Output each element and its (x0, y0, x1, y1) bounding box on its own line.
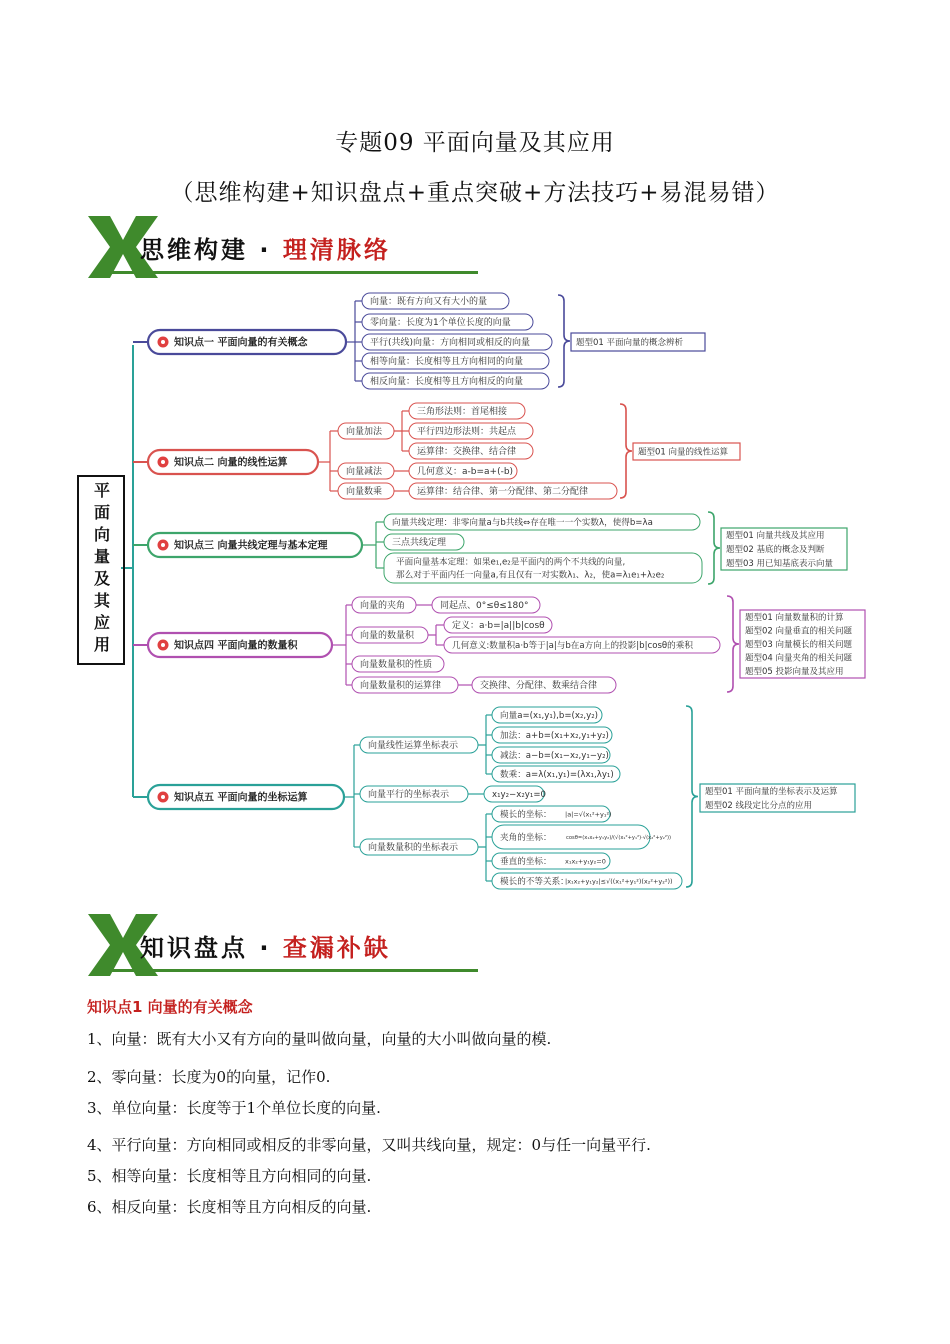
connector (362, 522, 376, 568)
leaf-node-label: 三角形法则：首尾相接 (417, 407, 508, 417)
topic-node-1-label: 知识点一 平面向量的有关概念 (174, 337, 308, 349)
connector (332, 605, 346, 685)
brace-4 (727, 596, 739, 692)
paragraph: 3、单位向量：长度等于1个单位长度的向量. (87, 1099, 381, 1117)
leaf-node-label: 平面向量基本定理：如果e₁,e₂是平面内的两个不共线的向量, (396, 557, 626, 568)
sub-node-label: 向量减法 (346, 467, 383, 477)
formula-label: |x₁x₂+y₁y₂|≤√((x₁²+y₁²)(x₂²+y₂²)) (565, 877, 673, 886)
leaf-node-label: 相反向量：长度相等且方向相反的向量 (370, 377, 524, 387)
star-icon-center (161, 460, 165, 464)
banner-highlight-text: 理清脉络 (282, 236, 391, 264)
sub-node-label: 向量平行的坐标表示 (368, 790, 450, 800)
sub-node-label: 向量数乘 (346, 487, 383, 497)
connector (478, 715, 486, 774)
leaf-node-label: 运算律：结合律、第一分配律、第二分配律 (417, 487, 589, 497)
banner-main-text: 思维构建 (140, 236, 248, 264)
leaf-node-label: 垂直的坐标： (500, 857, 552, 867)
leaf-node-label: 模长的不等关系： (500, 877, 569, 887)
mind-map-root: 平面向量及其应用 (77, 475, 125, 665)
sub-node-label: 向量数量积的运算律 (360, 681, 442, 691)
tag-line: 题型03 用已知基底表示向量 (726, 559, 834, 569)
leaf-node-label: 平行四边形法则：共起点 (417, 427, 517, 437)
connector (478, 814, 486, 881)
tag-line: 题型01 向量数量积的计算 (745, 612, 844, 623)
brace-2 (620, 404, 632, 498)
leaf-node-label: 向量：既有方向又有大小的量 (370, 297, 488, 307)
tag-line: 题型02 线段定比分点的应用 (705, 801, 813, 811)
sub-node-label: 向量数量积的坐标表示 (368, 843, 459, 853)
banner-text (140, 928, 391, 963)
star-icon-center (161, 643, 165, 647)
brace-1 (558, 295, 570, 387)
banner-text (140, 230, 391, 265)
banner-knowledge-review (88, 914, 478, 976)
tag-line: 题型02 基底的概念及判断 (726, 545, 825, 555)
leaf-node-label: 三点共线定理 (392, 538, 447, 548)
formula-label: |a|=√(x₁²+y₁²) (565, 810, 612, 819)
leaf-node-label: 平行(共线)向量：方向相同或相反的向量 (370, 338, 531, 348)
leaf-node-label: 几何意义:数量积a·b等于|a|与b在a方向上的投影|b|cosθ的乘积 (452, 641, 693, 651)
document-title: 专题09 平面向量及其应用 (335, 130, 615, 156)
tag-line: 题型01 平面向量的坐标表示及运算 (705, 787, 838, 797)
leaf-node-label: 几何意义：a-b=a+(-b) (417, 467, 514, 477)
topic-node-3-label: 知识点三 向量共线定理与基本定理 (174, 540, 328, 552)
connector (428, 625, 436, 645)
leaf-node-label: 向量共线定理：非零向量a与b共线⇔存在唯一一个实数λ，使得b=λa (392, 518, 653, 528)
sub-node-label: 向量的夹角 (360, 601, 406, 611)
tag-line: 题型03 向量模长的相关问题 (745, 640, 853, 650)
section-heading: 知识点1 向量的有关概念 (87, 998, 253, 1016)
banner-underline (108, 969, 478, 972)
star-icon-center (161, 340, 165, 344)
topic-node-2-label: 知识点二 向量的线性运算 (174, 457, 288, 469)
banner-highlight-text: 查漏补缺 (282, 934, 391, 962)
star-icon-center (161, 795, 165, 799)
tag-line: 题型01 平面向量的概念辨析 (576, 338, 684, 348)
brace-5 (686, 706, 698, 887)
leaf-node-label: 模长的坐标： (500, 810, 552, 820)
banner-mind-map (88, 216, 478, 278)
leaf-node-label: 那么对于平面内任一向量a,有且仅有一对实数λ₁、λ₂，使a=λ₁e₁+λ₂e₂ (396, 570, 665, 581)
leaf-node-label: 减法：a−b=(x₁−x₂,y₁−y₂) (500, 751, 609, 761)
connector (318, 431, 330, 491)
connector (344, 745, 354, 847)
leaf-node-label: 定义：a·b=|a||b|cosθ (452, 621, 545, 631)
leaf-node-label: 数乘：a=λ(x₁,y₁)=(λx₁,λy₁) (500, 770, 614, 780)
banner-dot: · (259, 236, 272, 264)
paragraph: 6、相反向量：长度相等且方向相反的向量. (87, 1198, 372, 1216)
leaf-node-label: 相等向量：长度相等且方向相同的向量 (370, 357, 524, 367)
leaf-node-label: x₁y₂−x₂y₁=0 (492, 790, 546, 800)
tag-line: 题型04 向量夹角的相关问题 (745, 653, 853, 664)
sub-node-label: 向量线性运算坐标表示 (368, 741, 459, 751)
sub-node-label: 向量的数量积 (360, 631, 415, 641)
paragraph: 1、向量：既有大小又有方向的量叫做向量，向量的大小叫做向量的模. (87, 1030, 552, 1048)
document-subtitle: （思维构建+知识盘点+重点突破+方法技巧+易混易错） (170, 180, 780, 206)
paragraph: 5、相等向量：长度相等且方向相同的向量. (87, 1167, 372, 1185)
sub-node-label: 向量数量积的性质 (360, 660, 433, 670)
leaf-node-label: 向量a=(x₁,y₁),b=(x₂,y₂) (500, 711, 599, 721)
formula-label: cosθ=(x₁x₂+y₁y₂)/(√(x₁²+y₁²)·√(x₂²+y₂²)) (566, 835, 672, 841)
formula-label: x₁x₂+y₁y₂=0 (565, 857, 606, 866)
leaf-node-label: 运算律：交换律、结合律 (417, 447, 517, 457)
star-icon-center (161, 543, 165, 547)
leaf-node-label: 加法：a+b=(x₁+x₂,y₁+y₂) (500, 731, 609, 741)
banner-main-text: 知识盘点 (140, 934, 248, 962)
connector (394, 411, 402, 451)
sub-node-label: 向量加法 (346, 427, 383, 437)
tag-line: 题型05 投影向量及其应用 (745, 667, 844, 678)
tag-line: 题型02 向量垂直的相关问题 (745, 626, 853, 637)
topic-node-5-label: 知识点五 平面向量的坐标运算 (174, 792, 308, 804)
brace-3 (708, 512, 720, 584)
paragraph: 2、零向量：长度为0的向量，记作0. (87, 1068, 331, 1086)
leaf-node-label: 夹角的坐标： (500, 833, 552, 843)
banner-dot: · (259, 934, 272, 962)
topic-node-4-label: 知识点四 平面向量的数量积 (174, 640, 298, 652)
banner-underline (108, 271, 478, 274)
leaf-node-label: 同起点、0°≤θ≤180° (440, 601, 529, 611)
leaf-node-label: 交换律、分配律、数乘结合律 (480, 681, 598, 691)
mind-map (0, 280, 950, 900)
tag-line: 题型01 向量的线性运算 (638, 447, 729, 458)
paragraph: 4、平行向量：方向相同或相反的非零向量，又叫共线向量，规定：0与任一向量平行. (87, 1136, 651, 1154)
leaf-node-label: 零向量：长度为1个单位长度的向量 (370, 318, 511, 328)
tag-line: 题型01 向量共线及其应用 (726, 531, 825, 541)
